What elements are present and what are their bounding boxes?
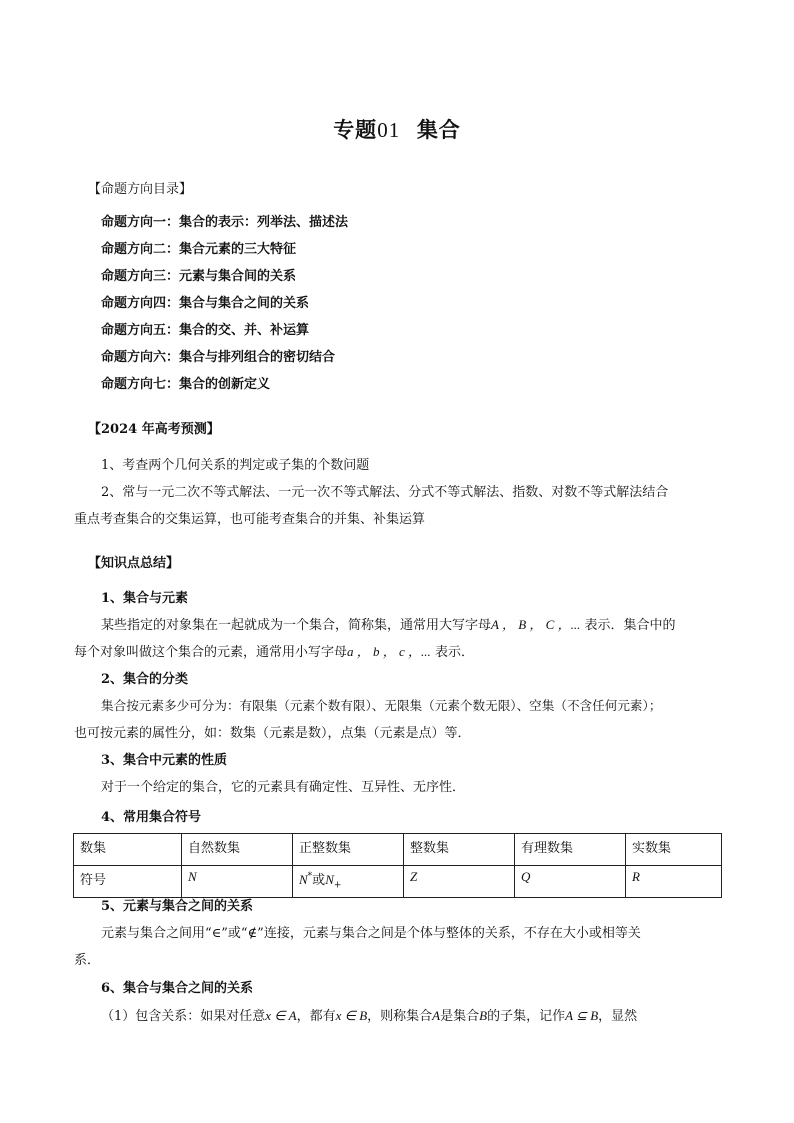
title-topic: 集合 <box>416 117 461 142</box>
forecast-item-2-line-1: 2、常与一元二次不等式解法、一元一次不等式解法、分式不等式解法、指数、对数不等式解法结合 <box>101 485 669 500</box>
text-run: 表示． <box>434 645 474 660</box>
symbol-posint: N <box>299 872 308 887</box>
section-4-title: 4、常用集合符号 <box>101 810 202 825</box>
table-cell <box>182 866 293 898</box>
section-1-paragraph-line-1 <box>101 614 676 633</box>
text-run: ，则称集合 <box>367 1009 433 1024</box>
table-cell <box>515 866 626 898</box>
text-run: 的子集，记作 <box>487 1009 566 1024</box>
direction-item-4: 命题方向四：集合与集合之间的关系 <box>101 296 310 311</box>
forecast-item-1: 1、考查两个几何关系的判定或子集的个数问题 <box>101 458 370 473</box>
direction-item-5: 命题方向五：集合的交、并、补运算 <box>101 323 310 338</box>
forecast-heading: 【2024 年高考预测】 <box>88 422 220 437</box>
direction-item-3: 命题方向三：元素与集合间的关系 <box>101 269 297 284</box>
section-6-paragraph-line-1 <box>101 1005 637 1024</box>
text-run: 每个对象叫做这个集合的元素，通常用小写字母 <box>74 645 348 660</box>
table-header-cell: 整数集 <box>404 834 515 866</box>
math-vars: a ， b ， c ，... <box>347 644 431 659</box>
set-symbols-table <box>73 833 722 898</box>
symbol-posint-alt: N <box>325 872 334 887</box>
section-1-paragraph-line-2 <box>74 641 474 660</box>
math-vars: A ， B ， C ，... <box>491 617 581 632</box>
title-number: 01 <box>377 118 401 142</box>
text-run: 表示．集合中的 <box>584 618 676 633</box>
table-cell <box>293 866 404 898</box>
table-cell <box>626 866 722 898</box>
symbol-real: R <box>632 869 640 884</box>
section-2-title: 2、集合的分类 <box>101 672 189 687</box>
title-main: 专题 <box>333 117 378 142</box>
table-header-cell: 自然数集 <box>182 834 293 866</box>
section-2-paragraph-line-1: 集合按元素多少可分为：有限集（元素个数有限）、无限集（元素个数无限）、空集（不含任何元素）； <box>101 698 662 713</box>
direction-item-7: 命题方向七：集合的创新定义 <box>101 377 271 392</box>
table-row <box>74 834 722 866</box>
table-cell: 符号 <box>74 866 182 898</box>
text-run: ，都有 <box>296 1009 336 1024</box>
direction-item-6: 命题方向六：集合与排列组合的密切结合 <box>101 350 336 365</box>
symbol-sup: * <box>307 871 313 882</box>
direction-item-1: 命题方向一：集合的表示：列举法、描述法 <box>101 215 349 230</box>
math-var: B <box>479 1008 488 1023</box>
table-header-cell: 有理数集 <box>515 834 626 866</box>
table-header-cell: 正整数集 <box>293 834 404 866</box>
table-header-cell: 数集 <box>74 834 182 866</box>
text-run: 是集合 <box>440 1009 480 1024</box>
directions-heading: 【命题方向目录】 <box>88 182 193 197</box>
or-text: 或 <box>312 873 326 888</box>
section-2-paragraph-line-2: 也可按元素的属性分，如：数集（元素是数），点集（元素是点）等． <box>74 726 471 741</box>
symbol-integer: Z <box>410 869 418 884</box>
text-run: （1）包含关系：如果对任意 <box>101 1009 266 1024</box>
section-1-title: 1、集合与元素 <box>101 591 189 606</box>
section-3-paragraph: 对于一个给定的集合，它的元素具有确定性、互异性、无序性． <box>101 780 466 795</box>
knowledge-heading: 【知识点总结】 <box>88 556 180 571</box>
text-run: ，显然 <box>598 1009 638 1024</box>
math-expr: x ∈ A <box>265 1008 297 1023</box>
section-5-paragraph-line-2: 系． <box>74 953 101 968</box>
direction-item-2: 命题方向二：集合元素的三大特征 <box>101 242 297 257</box>
forecast-item-2-line-2: 重点考查集合的交集运算，也可能考查集合的并集、补集运算 <box>74 512 426 527</box>
page-title <box>0 114 794 144</box>
math-expr: x ∈ B <box>335 1008 368 1023</box>
section-5-paragraph-line-1: 元素与集合之间用“∈”或“∉”连接，元素与集合之间是个体与整体的关系，不存在大小或相等关 <box>101 926 641 941</box>
table-header-cell: 实数集 <box>626 834 722 866</box>
symbol-rational: Q <box>521 869 531 884</box>
symbol-natural: N <box>188 869 197 884</box>
math-var: A <box>432 1008 441 1023</box>
table-row <box>74 866 722 898</box>
symbol-sub: + <box>333 880 342 891</box>
section-6-title: 6、集合与集合之间的关系 <box>101 981 254 996</box>
math-expr: A ⊆ B <box>565 1008 599 1023</box>
section-3-title: 3、集合中元素的性质 <box>101 753 228 768</box>
table-cell <box>404 866 515 898</box>
section-5-title: 5、元素与集合之间的关系 <box>101 899 254 914</box>
text-run: 某些指定的对象集在一起就成为一个集合，简称集，通常用大写字母 <box>101 618 492 633</box>
